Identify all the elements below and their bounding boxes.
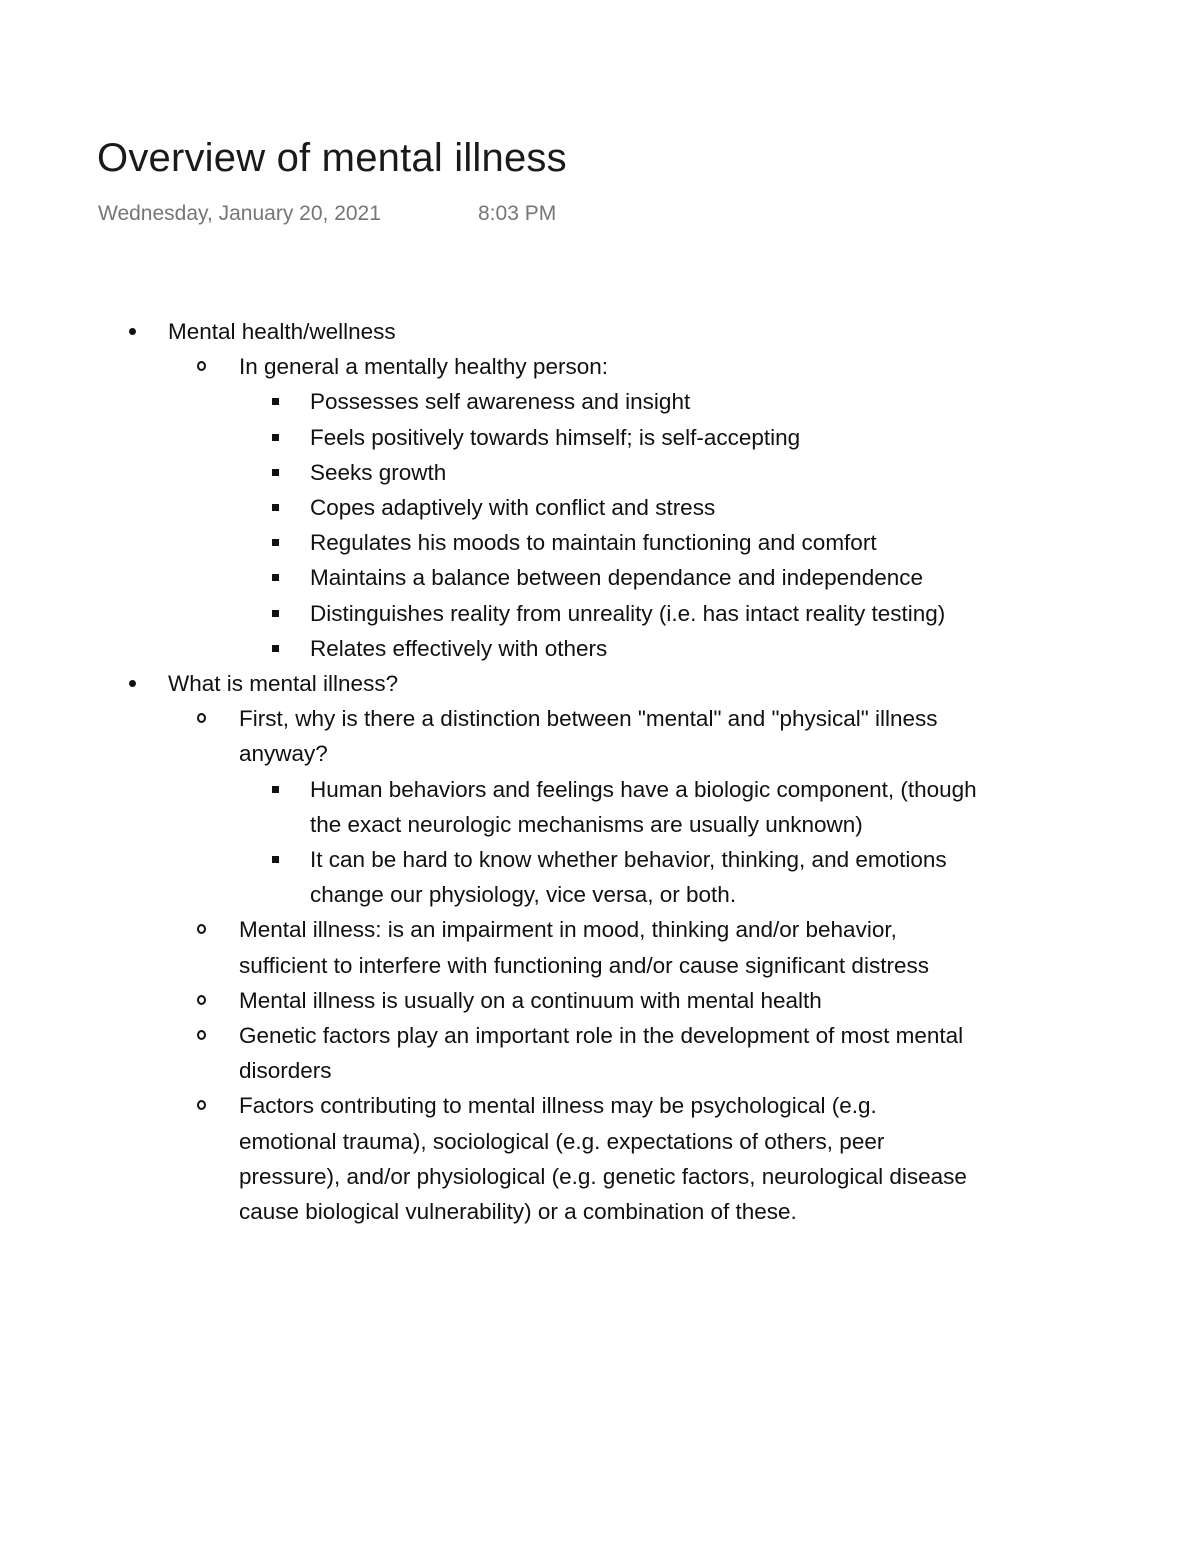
detail-item-text: Maintains a balance between dependance and independence bbox=[310, 565, 923, 591]
detail-item-text: Relates effectively with others bbox=[310, 635, 608, 661]
list-item bbox=[0, 912, 1200, 982]
detail-item-text: Possesses self awareness and insight bbox=[310, 389, 691, 415]
list-item bbox=[0, 983, 1200, 1018]
square-bullet-icon bbox=[272, 539, 279, 546]
detail-item-text: Distinguishes reality from unreality (i.e. has intact reality testing) bbox=[310, 600, 946, 626]
list-item bbox=[0, 455, 1200, 490]
square-bullet-icon bbox=[272, 504, 279, 511]
list-item bbox=[0, 666, 1200, 1229]
detail-item-text: Copes adaptively with conflict and stress bbox=[310, 495, 716, 521]
detail-item-text: Human behaviors and feelings have a biologic component, (though the exact neurologic mechanisms are usually unknown) bbox=[310, 776, 977, 837]
circle-bullet-icon bbox=[197, 713, 206, 723]
note-timestamp bbox=[98, 200, 557, 228]
sub-item-text: Mental illness: is an impairment in mood, thinking and/or behavior, sufficient to interfere with functioning and/or cause significant distress bbox=[239, 917, 929, 978]
list-item bbox=[0, 701, 1200, 912]
sub-item-text: First, why is there a distinction between "mental" and "physical" illness anyway? bbox=[239, 706, 938, 767]
list-item bbox=[0, 842, 1200, 912]
list-item bbox=[0, 490, 1200, 525]
square-bullet-icon bbox=[272, 856, 279, 863]
sub-list bbox=[0, 349, 1200, 666]
square-bullet-icon bbox=[272, 469, 279, 476]
detail-item-text: Regulates his moods to maintain functioning and comfort bbox=[310, 530, 877, 556]
circle-bullet-icon bbox=[197, 361, 206, 371]
detail-item-text: Feels positively towards himself; is self-accepting bbox=[310, 424, 801, 450]
list-item bbox=[0, 384, 1200, 419]
circle-bullet-icon bbox=[197, 1100, 206, 1110]
list-item bbox=[0, 631, 1200, 666]
list-item bbox=[0, 1088, 1200, 1229]
sub-item-text: Genetic factors play an important role in the development of most mental disorders bbox=[239, 1023, 964, 1084]
section-heading: What is mental illness? bbox=[168, 671, 399, 697]
sub-list bbox=[0, 701, 1200, 1229]
note-body bbox=[0, 314, 1200, 1229]
square-bullet-icon bbox=[272, 574, 279, 581]
list-item bbox=[0, 772, 1200, 842]
list-item bbox=[0, 560, 1200, 595]
bullet-icon bbox=[129, 328, 136, 335]
note-date: Wednesday, January 20, 2021 bbox=[98, 202, 381, 225]
note-time: 8:03 PM bbox=[478, 202, 557, 225]
list-item bbox=[0, 314, 1200, 666]
page-title: Overview of mental illness bbox=[97, 136, 567, 180]
circle-bullet-icon bbox=[197, 924, 206, 934]
sub-item-text: In general a mentally healthy person: bbox=[239, 354, 608, 380]
outline-list bbox=[0, 314, 1200, 1229]
section-heading: Mental health/wellness bbox=[168, 319, 396, 344]
square-bullet-icon bbox=[272, 434, 279, 441]
sub-item-text: Factors contributing to mental illness may be psychological (e.g. emotional trauma), sociological (e.g. expectations of others, peer pressure), and/or physiological (e.g. genetic factors, neurological disease cause biological vulnerability) or a combination of these. bbox=[239, 1093, 967, 1225]
sub-item-text: Mental illness is usually on a continuum with mental health bbox=[239, 987, 822, 1013]
bullet-icon bbox=[129, 680, 136, 687]
list-item bbox=[0, 420, 1200, 455]
square-bullet-icon bbox=[272, 610, 279, 617]
circle-bullet-icon bbox=[197, 995, 206, 1005]
list-item bbox=[0, 349, 1200, 666]
circle-bullet-icon bbox=[197, 1030, 206, 1040]
square-bullet-icon bbox=[272, 645, 279, 652]
list-item bbox=[0, 525, 1200, 560]
square-bullet-icon bbox=[272, 786, 279, 793]
detail-item-text: It can be hard to know whether behavior, thinking, and emotions change our physiology, vice versa, or both. bbox=[310, 847, 947, 908]
sub-sub-list bbox=[0, 772, 1200, 913]
list-item bbox=[0, 1018, 1200, 1088]
sub-sub-list bbox=[0, 384, 1200, 666]
square-bullet-icon bbox=[272, 398, 279, 405]
detail-item-text: Seeks growth bbox=[310, 459, 447, 485]
list-item bbox=[0, 596, 1200, 631]
